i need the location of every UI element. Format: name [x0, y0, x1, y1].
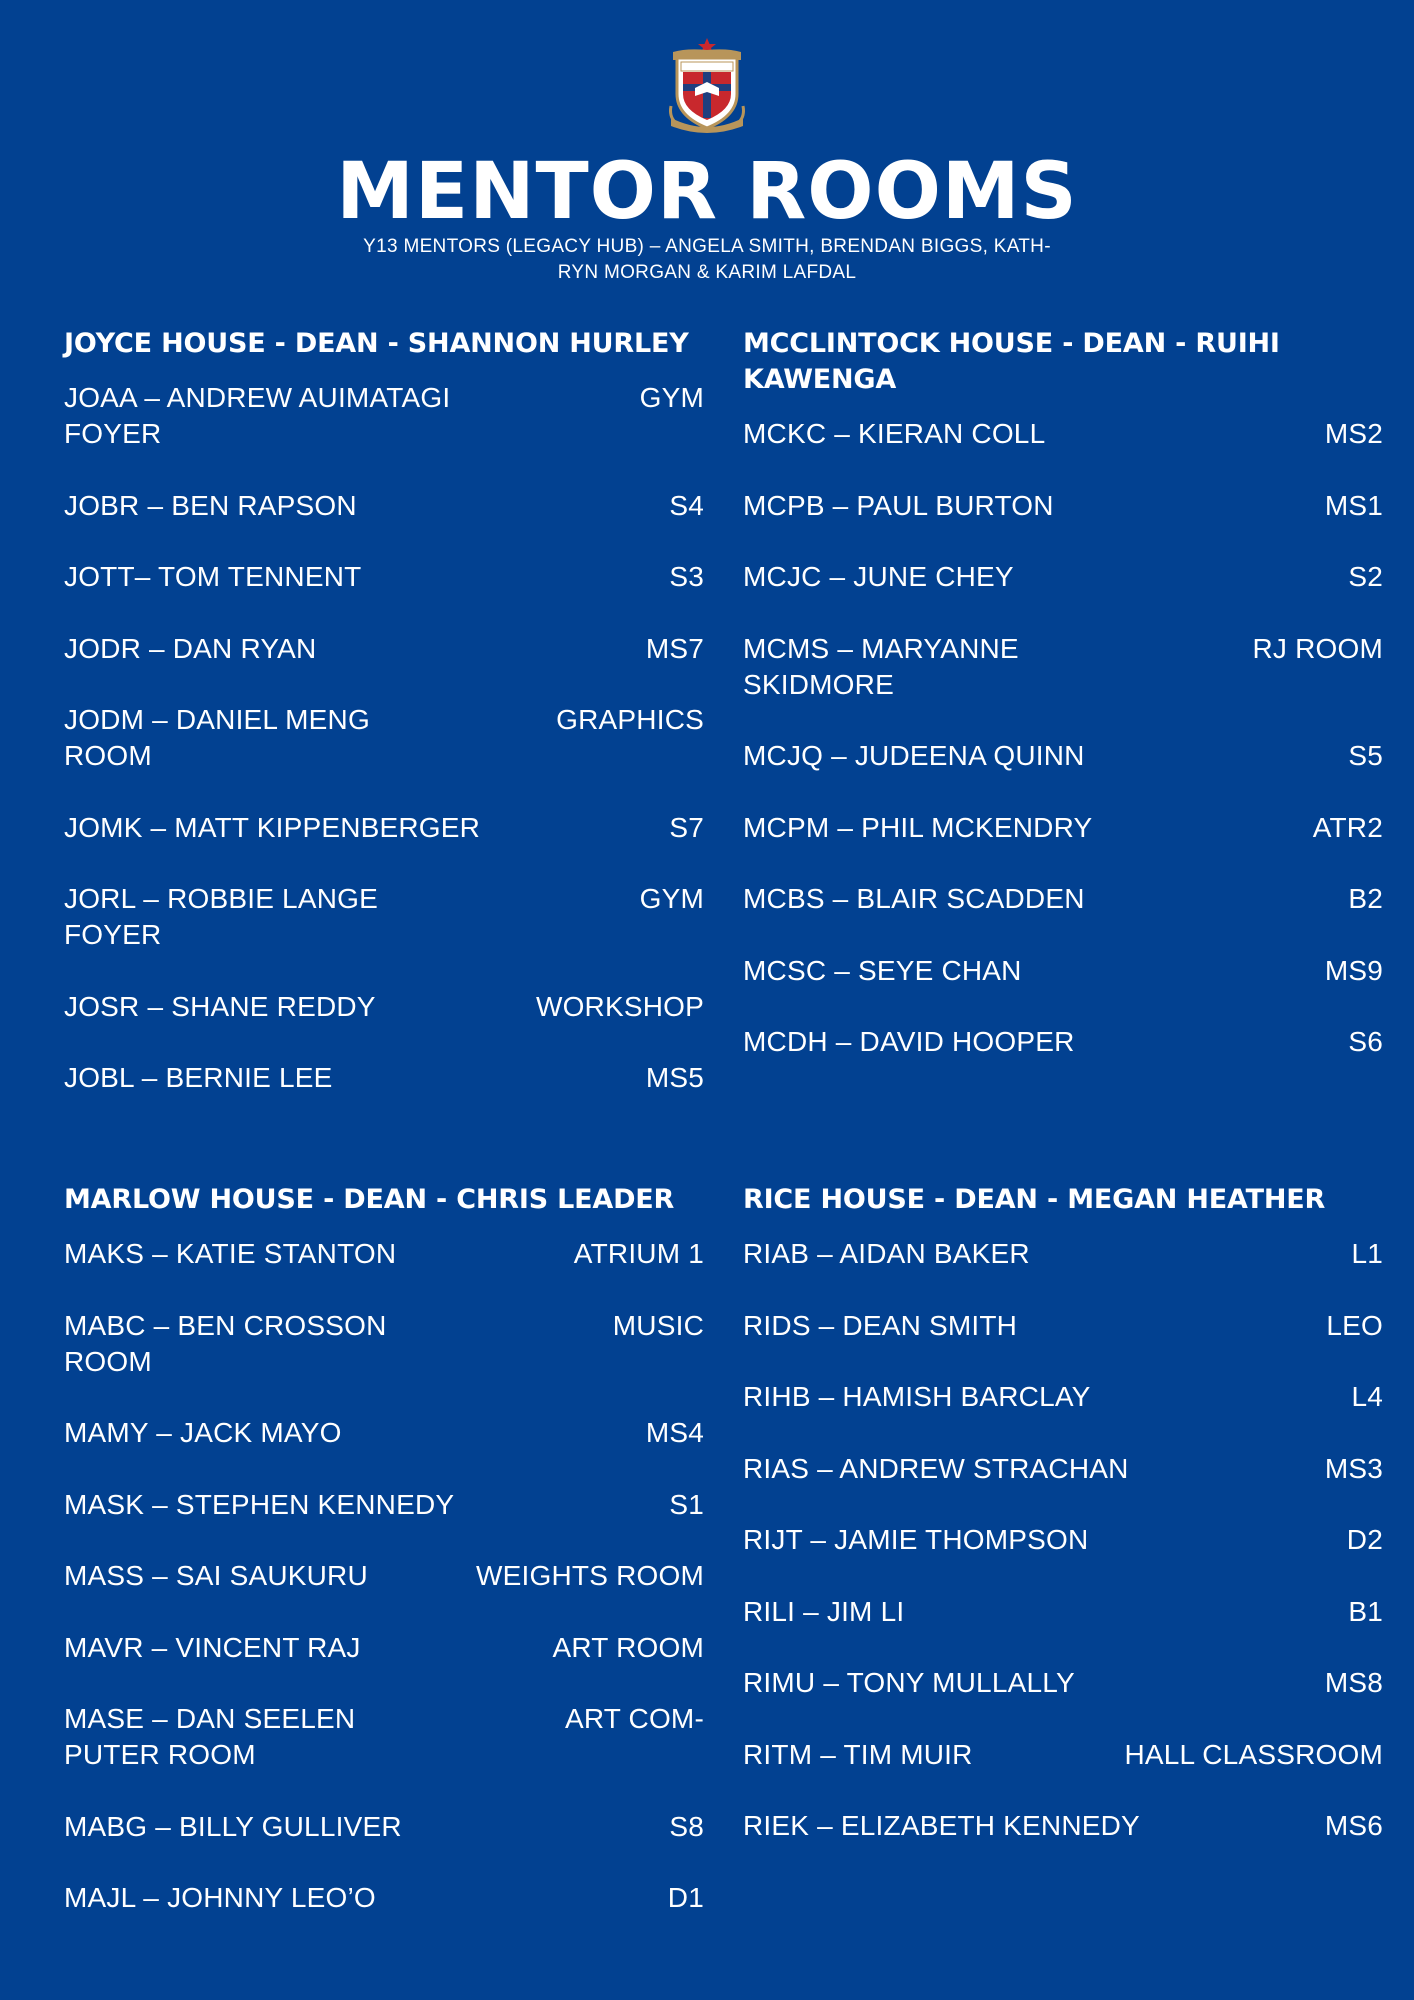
mentor-code-name: MCPB – PAUL BURTON: [743, 489, 1054, 521]
mentor-name: [743, 1808, 1140, 1844]
room-label: ATRIUM 1: [573, 1238, 704, 1269]
mentor-code-name: MAKS – KATIE STANTON: [64, 1238, 397, 1269]
mentor-name: [743, 1665, 1075, 1701]
mentor-name: [743, 1594, 904, 1630]
room-label: ATR2: [1312, 811, 1383, 843]
mentor-code-name: MABC – BEN CROSSON: [64, 1309, 387, 1341]
mentor-code-name: JOSR – SHANE REDDY: [64, 990, 376, 1022]
mentor-code-name: RIJT – JAMIE THOMPSON: [743, 1524, 1089, 1555]
room-label: MS4: [645, 1417, 704, 1448]
room-label: S1: [669, 1488, 704, 1520]
mentor-name: [743, 631, 1173, 703]
mentor-row: [64, 1809, 704, 1845]
mentor-code-name: JORL – ROBBIE LANGE: [64, 883, 378, 914]
mentor-row: [743, 1737, 1383, 1773]
mentor-name: [743, 488, 1054, 524]
mentor-name: [64, 1236, 396, 1272]
mentor-name: [64, 1880, 376, 1916]
mentor-name: [64, 380, 450, 452]
room-label: HALL CLASSROOM: [1124, 1738, 1383, 1770]
mentor-name: [64, 1060, 332, 1096]
mentor-row: [743, 488, 1383, 524]
mentor-row: [743, 1522, 1383, 1558]
mentor-row: [64, 810, 704, 846]
room-label: S6: [1348, 1026, 1383, 1057]
mentor-code-name: MASK – STEPHEN KENNEDY: [64, 1488, 455, 1520]
room-label: GRAPHICS: [556, 704, 704, 735]
room-continuation: FOYER: [64, 418, 162, 449]
mentor-code-name: MCMS – MARYANNE SKIDMORE: [743, 632, 1019, 700]
room-label: L4: [1351, 1381, 1383, 1412]
mentor-name: [64, 1630, 361, 1666]
mentor-row: [743, 1451, 1383, 1487]
mentor-name: [64, 881, 378, 953]
mentor-name: [64, 1558, 368, 1594]
mentor-row: [743, 416, 1383, 452]
mentor-row: [64, 989, 704, 1025]
mentor-code-name: MABG – BILLY GULLIVER: [64, 1810, 402, 1842]
room-label: RJ ROOM: [1252, 632, 1383, 664]
mentor-code-name: MCJC – JUNE CHEY: [743, 561, 1014, 592]
room-label: ART ROOM: [552, 1631, 704, 1663]
mentor-name: [743, 953, 1022, 989]
mentor-name: [743, 1379, 1091, 1415]
room-label: B1: [1348, 1595, 1383, 1627]
mentor-code-name: MAVR – VINCENT RAJ: [64, 1631, 361, 1663]
mentor-name: [743, 416, 1045, 452]
mentor-code-name: RILI – JIM LI: [743, 1595, 905, 1627]
mentor-name: [743, 1451, 1129, 1487]
room-label: MS8: [1324, 1667, 1383, 1698]
mentor-code-name: MCBS – BLAIR SCADDEN: [743, 883, 1085, 914]
mentor-row: [743, 1594, 1383, 1630]
room-label: MS9: [1324, 954, 1383, 986]
mentor-code-name: JODR – DAN RYAN: [64, 632, 317, 664]
room-label: S8: [669, 1810, 704, 1842]
room-label: MS7: [645, 632, 704, 664]
subtitle: [357, 234, 1057, 286]
mentor-code-name: JOMK – MATT KIPPENBERGER: [64, 811, 481, 843]
mentor-code-name: MCDH – DAVID HOOPER: [743, 1026, 1075, 1057]
house-heading: RICE HOUSE - DEAN - MEGAN HEATHER: [743, 1184, 1326, 1215]
mentor-code-name: MCPM – PHIL MCKENDRY: [743, 811, 1093, 843]
room-label: D2: [1346, 1524, 1383, 1555]
mentor-row: [743, 738, 1383, 774]
joyce-house-section: [64, 326, 704, 1132]
mentor-code-name: JODM – DANIEL MENG: [64, 704, 370, 735]
mentor-name: [64, 1308, 387, 1380]
room-label: D1: [667, 1882, 704, 1913]
mentor-code-name: MCJQ – JUDEENA QUINN: [743, 740, 1085, 771]
mcclintock-house-section: [743, 326, 1383, 1096]
mentor-row: [64, 1701, 704, 1773]
room-label: MS2: [1324, 418, 1383, 449]
mentor-row: [743, 559, 1383, 595]
mentor-code-name: RIAS – ANDREW STRACHAN: [743, 1452, 1129, 1484]
mentor-code-name: RIDS – DEAN SMITH: [743, 1309, 1018, 1341]
mentor-code-name: RIAB – AIDAN BAKER: [743, 1238, 1030, 1269]
mentor-name: [743, 1522, 1088, 1558]
mentor-row: [743, 1308, 1383, 1344]
room-label: S3: [669, 561, 704, 592]
room-continuation: PUTER ROOM: [64, 1739, 256, 1770]
mentor-name: [64, 1701, 355, 1773]
mentor-row: [64, 1558, 704, 1594]
room-label: MUSIC: [612, 1309, 704, 1341]
room-label: ART COM-: [564, 1703, 704, 1734]
mentor-code-name: MCKC – KIERAN COLL: [743, 418, 1046, 449]
mentor-name: [743, 1236, 1030, 1272]
mentor-name: [64, 488, 357, 524]
mentor-name: [743, 1308, 1017, 1344]
mentor-row: [64, 1308, 704, 1380]
room-label: GYM: [639, 382, 704, 413]
room-continuation: ROOM: [64, 740, 152, 771]
room-label: MS3: [1324, 1452, 1383, 1484]
room-continuation: FOYER: [64, 919, 162, 950]
mentor-name: [743, 810, 1092, 846]
subtitle-line-1: Y13 MENTORS (LEGACY HUB) – ANGELA SMITH, BRENDAN BIGGS, KATH-: [363, 236, 1051, 257]
mentor-name: [64, 1487, 454, 1523]
mentor-row: [743, 953, 1383, 989]
mentor-list: [64, 380, 704, 1096]
marlow-house-section: [64, 1182, 704, 1952]
mentor-name: [743, 1737, 973, 1773]
mentor-name: [64, 989, 376, 1025]
room-label: MS6: [1324, 1810, 1383, 1841]
mentor-row: [64, 1880, 704, 1916]
mentor-row: [64, 559, 704, 595]
house-heading: MARLOW HOUSE - DEAN - CHRIS LEADER: [64, 1184, 675, 1215]
mentor-code-name: JOAA – ANDREW AUIMATAGI: [64, 382, 451, 413]
mentor-name: [64, 702, 370, 774]
mentor-row: [64, 380, 704, 452]
mentor-row: [743, 631, 1383, 703]
room-label: S4: [669, 489, 704, 521]
page-title: MENTOR ROOMS: [336, 147, 1078, 237]
room-label: S7: [669, 811, 704, 843]
mentor-code-name: JOBR – BEN RAPSON: [64, 489, 357, 521]
mentor-code-name: RIMU – TONY MULLALLY: [743, 1667, 1075, 1698]
mentor-row: [743, 881, 1383, 917]
mentor-name: [743, 1024, 1075, 1060]
mentor-name: [743, 559, 1014, 595]
mentor-code-name: MAJL – JOHNNY LEO’O: [64, 1882, 376, 1913]
mentor-row: [64, 1630, 704, 1666]
room-label: GYM: [639, 883, 704, 914]
mentor-name: [743, 738, 1085, 774]
mentor-row: [64, 1060, 704, 1096]
mentor-code-name: MAMY – JACK MAYO: [64, 1417, 342, 1448]
room-label: WORKSHOP: [535, 990, 704, 1022]
mentor-list: [743, 416, 1383, 1060]
room-label: L1: [1351, 1238, 1383, 1269]
room-label: S2: [1348, 561, 1383, 592]
room-label: MS5: [645, 1062, 704, 1093]
house-heading: MCCLINTOCK HOUSE - DEAN - RUIHI KAWENGA: [743, 328, 1280, 395]
mentor-row: [64, 1236, 704, 1272]
mentor-row: [64, 881, 704, 953]
mentor-list: [743, 1236, 1383, 1844]
mentor-list: [64, 1236, 704, 1916]
mentor-row: [743, 810, 1383, 846]
school-crest-logo: [667, 36, 747, 136]
subtitle-line-2: RYN MORGAN & KARIM LAFDAL: [557, 262, 857, 283]
mentor-name: [64, 1415, 342, 1451]
mentor-name: [64, 559, 361, 595]
room-label: B2: [1348, 883, 1383, 914]
mentor-row: [743, 1236, 1383, 1272]
mentor-row: [743, 1024, 1383, 1060]
room-label: LEO: [1326, 1309, 1383, 1341]
room-continuation: ROOM: [64, 1345, 152, 1377]
mentor-row: [743, 1665, 1383, 1701]
mentor-row: [64, 1487, 704, 1523]
mentor-row: [743, 1808, 1383, 1844]
mentor-code-name: RITM – TIM MUIR: [743, 1738, 973, 1770]
mentor-name: [64, 1809, 402, 1845]
mentor-code-name: MCSC – SEYE CHAN: [743, 954, 1022, 986]
room-label: S5: [1348, 740, 1383, 771]
mentor-row: [64, 702, 704, 774]
mentor-code-name: JOBL – BERNIE LEE: [64, 1062, 333, 1093]
mentor-name: [743, 881, 1085, 917]
mentor-code-name: MASE – DAN SEELEN: [64, 1703, 356, 1734]
mentor-name: [64, 631, 316, 667]
mentor-code-name: RIHB – HAMISH BARCLAY: [743, 1381, 1091, 1412]
mentor-code-name: RIEK – ELIZABETH KENNEDY: [743, 1810, 1140, 1841]
mentor-name: [64, 810, 480, 846]
house-heading: JOYCE HOUSE - DEAN - SHANNON HURLEY: [64, 328, 689, 359]
room-label: WEIGHTS ROOM: [476, 1560, 704, 1591]
mentor-row: [64, 1415, 704, 1451]
rice-house-section: [743, 1182, 1383, 1880]
mentor-row: [64, 488, 704, 524]
room-label: MS1: [1324, 489, 1383, 521]
mentor-row: [743, 1379, 1383, 1415]
mentor-row: [64, 631, 704, 667]
mentor-code-name: JOTT– TOM TENNENT: [64, 561, 362, 592]
mentor-code-name: MASS – SAI SAUKURU: [64, 1560, 368, 1591]
